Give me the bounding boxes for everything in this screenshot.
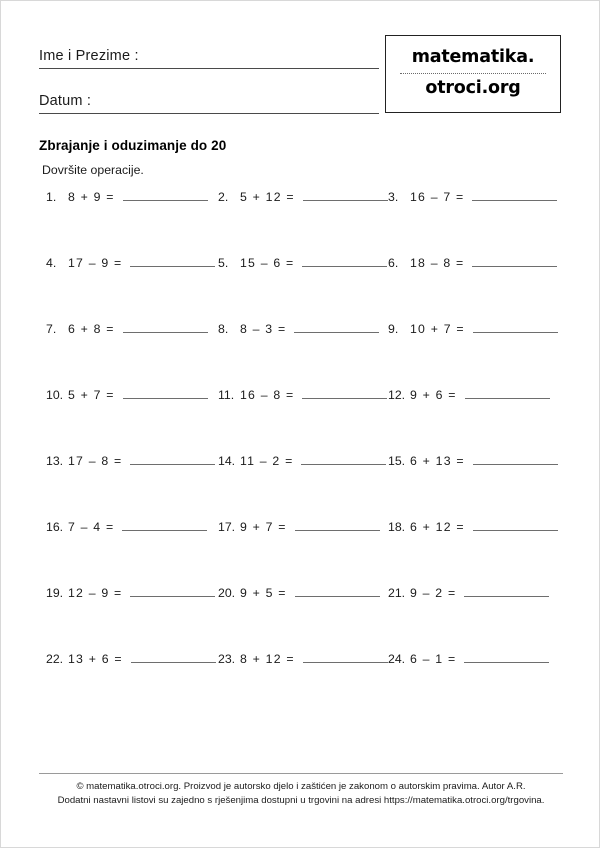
problem-item xyxy=(388,385,550,402)
problem-row xyxy=(1,385,600,451)
instruction-text: Dovršite operacije. xyxy=(42,163,144,177)
problem-number: 3. xyxy=(388,190,399,204)
problem-expression: 8 + 9 = xyxy=(68,190,115,204)
problem-number: 15. xyxy=(388,454,406,468)
problem-number: 4. xyxy=(46,256,57,270)
problem-expression: 13 + 6 = xyxy=(68,652,123,666)
page-title: Zbrajanje i oduzimanje do 20 xyxy=(39,138,227,153)
footer-store-link: Dodatni nastavni listovi su zajedno s rješenjima dostupni u trgovini na adresi https://matematika.otroci.org/trgovina. xyxy=(57,794,545,806)
answer-blank[interactable] xyxy=(130,253,215,267)
answer-blank[interactable] xyxy=(122,517,207,531)
problem-item xyxy=(46,187,208,204)
problem-item xyxy=(218,319,379,336)
problem-grid xyxy=(1,187,600,715)
problem-item xyxy=(46,649,216,666)
problem-number: 19. xyxy=(46,586,64,600)
problem-item xyxy=(46,451,215,468)
answer-blank[interactable] xyxy=(473,319,558,333)
date-field-label: Datum : xyxy=(39,93,92,109)
answer-blank[interactable] xyxy=(473,451,558,465)
problem-expression: 8 + 12 = xyxy=(240,652,295,666)
problem-expression: 17 – 9 = xyxy=(68,256,123,270)
problem-row xyxy=(1,649,600,715)
problem-number: 11. xyxy=(218,388,235,402)
problem-number: 16. xyxy=(46,520,64,534)
site-logo xyxy=(385,35,561,113)
problem-number: 8. xyxy=(218,322,229,336)
footer-copyright: © matematika.otroci.org. Proizvod je autorsko djelo i zaštićen je zakonom o autorskim pravima. Autor A.R. xyxy=(76,781,526,792)
logo-line-otroci: otroci.org xyxy=(425,78,521,98)
problem-row xyxy=(1,451,600,517)
answer-blank[interactable] xyxy=(465,385,550,399)
answer-blank[interactable] xyxy=(464,649,549,663)
answer-blank[interactable] xyxy=(295,517,380,531)
answer-blank[interactable] xyxy=(472,187,557,201)
problem-number: 12. xyxy=(388,388,406,402)
problem-expression: 6 + 8 = xyxy=(68,322,115,336)
name-field-label: Ime i Prezime : xyxy=(39,48,139,64)
footer-divider xyxy=(39,773,563,774)
problem-item xyxy=(388,187,557,204)
answer-blank[interactable] xyxy=(302,253,387,267)
answer-blank[interactable] xyxy=(302,385,387,399)
problem-expression: 7 – 4 = xyxy=(68,520,115,534)
date-field-row[interactable] xyxy=(39,82,379,114)
problem-number: 1. xyxy=(46,190,57,204)
answer-blank[interactable] xyxy=(301,451,386,465)
answer-blank[interactable] xyxy=(294,319,379,333)
problem-number: 18. xyxy=(388,520,406,534)
problem-expression: 8 – 3 = xyxy=(240,322,287,336)
problem-number: 21. xyxy=(388,586,406,600)
answer-blank[interactable] xyxy=(472,253,557,267)
problem-number: 2. xyxy=(218,190,229,204)
problem-expression: 11 – 2 = xyxy=(240,454,294,468)
answer-blank[interactable] xyxy=(130,451,215,465)
problem-expression: 6 + 12 = xyxy=(410,520,465,534)
answer-blank[interactable] xyxy=(303,649,388,663)
problem-item xyxy=(46,253,215,270)
problem-item xyxy=(218,253,387,270)
problem-expression: 6 + 13 = xyxy=(410,454,465,468)
problem-expression: 6 – 1 = xyxy=(410,652,457,666)
problem-number: 14. xyxy=(218,454,236,468)
worksheet-header xyxy=(39,37,563,119)
problem-item xyxy=(388,319,558,336)
problem-row xyxy=(1,187,600,253)
problem-item xyxy=(218,517,380,534)
problem-number: 5. xyxy=(218,256,229,270)
answer-blank[interactable] xyxy=(123,187,208,201)
problem-expression: 15 – 6 = xyxy=(240,256,295,270)
answer-blank[interactable] xyxy=(123,385,208,399)
problem-item xyxy=(218,649,388,666)
problem-expression: 10 + 7 = xyxy=(410,322,465,336)
problem-number: 23. xyxy=(218,652,236,666)
problem-number: 13. xyxy=(46,454,64,468)
problem-number: 10. xyxy=(46,388,64,402)
problem-item xyxy=(46,385,208,402)
problem-item xyxy=(218,187,388,204)
problem-row xyxy=(1,583,600,649)
problem-item xyxy=(388,517,558,534)
problem-item xyxy=(46,319,208,336)
problem-row xyxy=(1,517,600,583)
logo-divider xyxy=(400,73,546,74)
problem-item xyxy=(388,451,558,468)
problem-expression: 5 + 12 = xyxy=(240,190,295,204)
answer-blank[interactable] xyxy=(131,649,216,663)
problem-number: 9. xyxy=(388,322,399,336)
logo-line-matematika: matematika. xyxy=(411,47,535,67)
problem-number: 17. xyxy=(218,520,236,534)
problem-expression: 17 – 8 = xyxy=(68,454,123,468)
answer-blank[interactable] xyxy=(473,517,558,531)
problem-row xyxy=(1,319,600,385)
answer-blank[interactable] xyxy=(303,187,388,201)
problem-expression: 5 + 7 = xyxy=(68,388,115,402)
problem-number: 6. xyxy=(388,256,399,270)
problem-number: 24. xyxy=(388,652,406,666)
problem-expression: 9 + 6 = xyxy=(410,388,457,402)
problem-expression: 9 + 5 = xyxy=(240,586,287,600)
problem-expression: 16 – 8 = xyxy=(240,388,295,402)
answer-blank[interactable] xyxy=(295,583,380,597)
name-field-row[interactable] xyxy=(39,37,379,69)
problem-item xyxy=(218,385,387,402)
problem-item xyxy=(218,451,386,468)
problem-item xyxy=(46,517,207,534)
problem-item xyxy=(388,649,549,666)
problem-item xyxy=(388,583,549,600)
problem-number: 22. xyxy=(46,652,64,666)
problem-expression: 9 – 2 = xyxy=(410,586,457,600)
student-fields xyxy=(39,37,379,127)
problem-item xyxy=(46,583,215,600)
problem-expression: 16 – 7 = xyxy=(410,190,465,204)
answer-blank[interactable] xyxy=(123,319,208,333)
problem-row xyxy=(1,253,600,319)
answer-blank[interactable] xyxy=(464,583,549,597)
problem-expression: 18 – 8 = xyxy=(410,256,465,270)
page-footer xyxy=(39,773,563,807)
answer-blank[interactable] xyxy=(130,583,215,597)
problem-expression: 9 + 7 = xyxy=(240,520,287,534)
problem-number: 7. xyxy=(46,322,57,336)
problem-item xyxy=(388,253,557,270)
problem-expression: 12 – 9 = xyxy=(68,586,123,600)
problem-number: 20. xyxy=(218,586,236,600)
problem-item xyxy=(218,583,380,600)
